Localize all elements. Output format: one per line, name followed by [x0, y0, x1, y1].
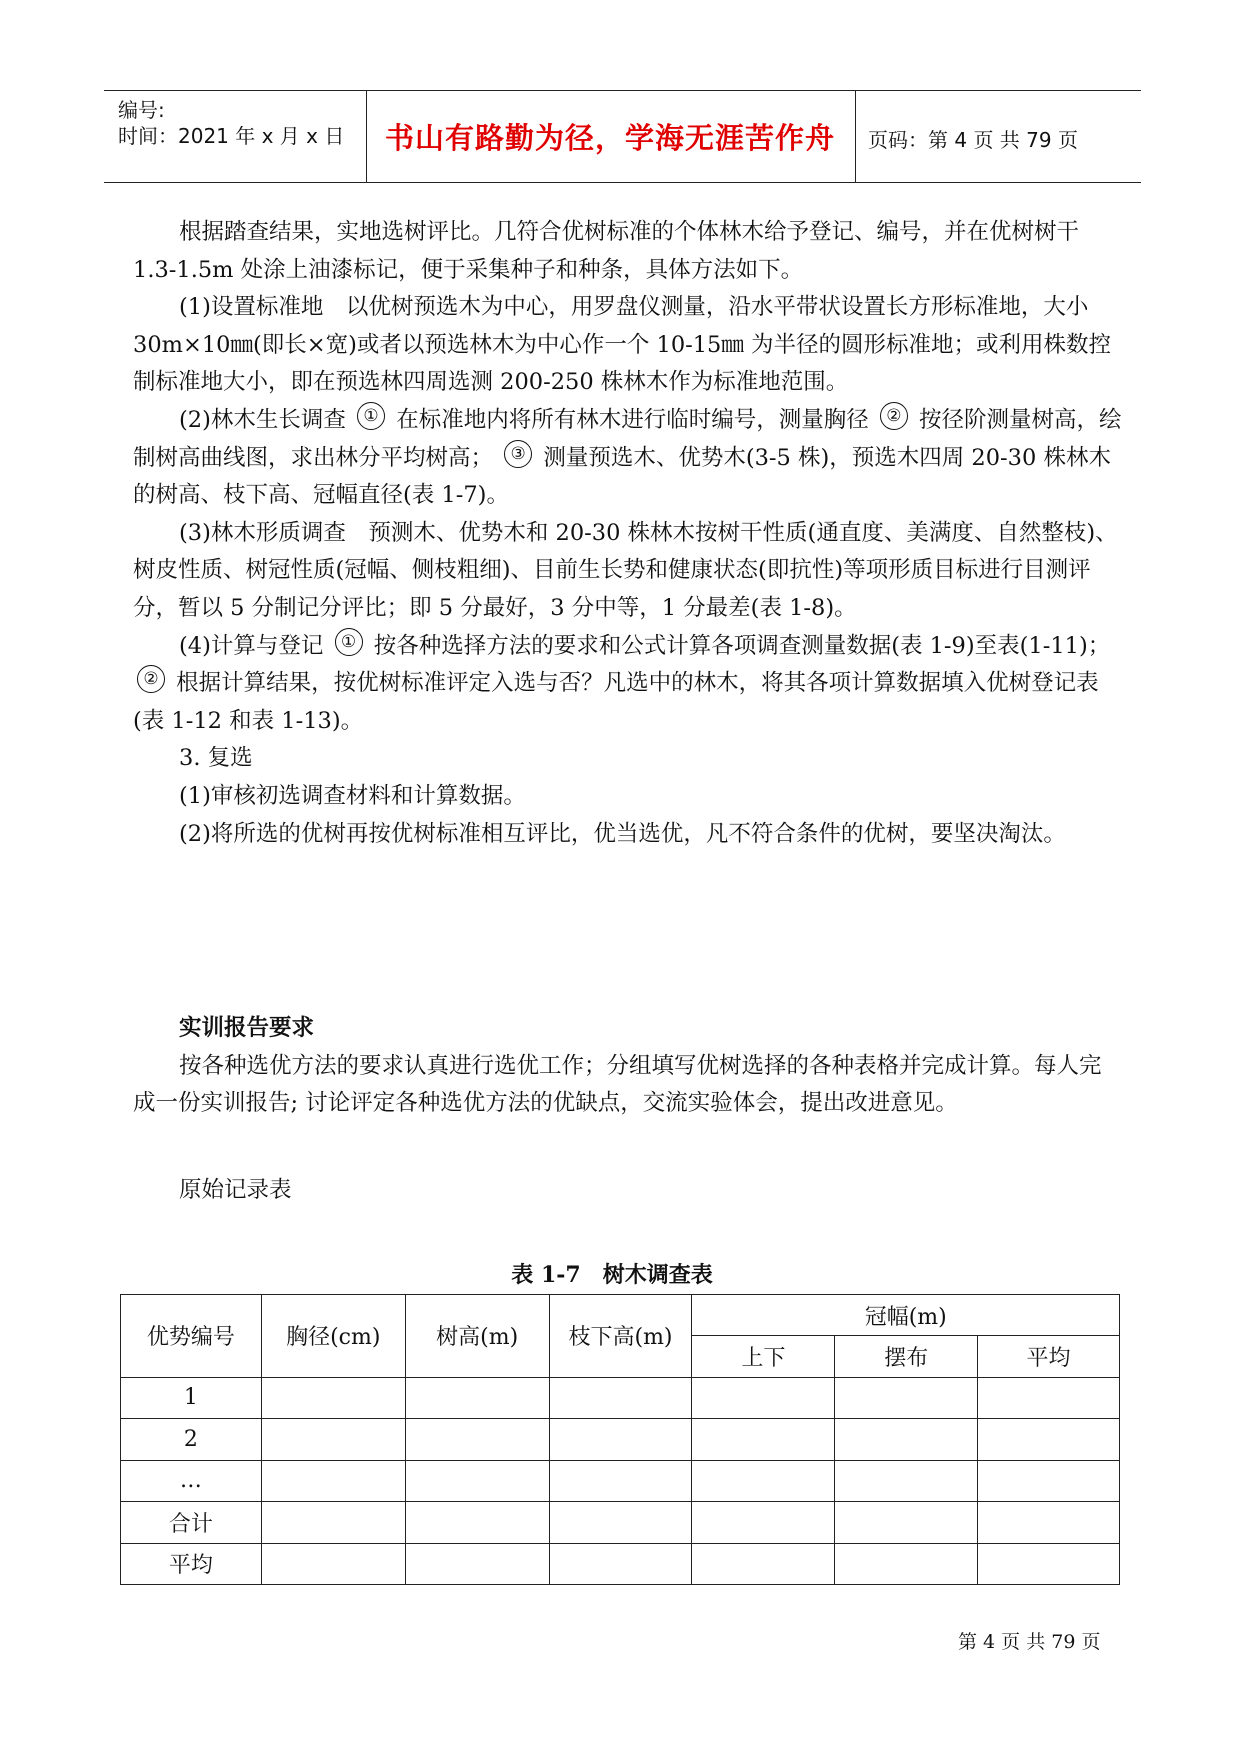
paragraph: 按各种选优方法的要求认真进行选优工作；分组填写优树选择的各种表格并完成计算。每人完成一份实训报告; 讨论评定各种选优方法的优缺点，交流实验体会，提出改进意见。 [133, 1052, 1102, 1117]
header-cell-id: 优势编号 [121, 1295, 262, 1378]
header-cell-crown-ns: 上下 [692, 1336, 835, 1378]
table-cell[interactable] [549, 1502, 692, 1544]
paragraph-part: 测量预选木、优势木(3-5 株)，预选木四周 20-30 株林木的树高、枝下高、冠幅直径(表 1-7)。 [133, 444, 1111, 509]
table-cell[interactable] [835, 1419, 978, 1461]
table-cell[interactable] [835, 1377, 978, 1419]
table-row [121, 1543, 1120, 1585]
header-cell-dbh: 胸径(cm) [261, 1295, 405, 1378]
table-row [121, 1460, 1120, 1502]
paragraph: (1)审核初选调查材料和计算数据。 [179, 782, 526, 809]
table-cell[interactable] [405, 1502, 549, 1544]
circled-number: ① [335, 628, 363, 656]
row-label: … [121, 1460, 262, 1502]
row-label: 1 [121, 1377, 262, 1419]
header-cell-crown-ew: 摆布 [835, 1336, 978, 1378]
paragraph: 原始记录表 [179, 1177, 292, 1203]
tree-survey-table [120, 1294, 1120, 1585]
paragraph: (3)林木形质调查 预测木、优势木和 20-30 株林木按树干性质(通直度、美满度、自然整枝)、树皮性质、树冠性质(冠幅、侧枝粗细)、目前生长势和健康状态(即抗性)等项形质目标进行目测评分，暂以 5 分制记分评比；即 5 分最好，3 分中等，1 分最差(表 1-8)。 [133, 519, 1118, 621]
header-motto: 书山有路勤为径，学海无涯苦作舟 [384, 121, 835, 155]
table-row [121, 1377, 1120, 1419]
paragraph: 3. 复选 [179, 745, 253, 772]
row-label: 平均 [121, 1543, 262, 1585]
table-header-row [121, 1295, 1120, 1336]
table-cell[interactable] [261, 1502, 405, 1544]
paragraph-part: 按各种选择方法的要求和公式计算各项调查测量数据(表 1-9)至表(1-11)； [373, 632, 1111, 659]
circled-number: ② [880, 402, 908, 430]
header-bottom-rule [104, 182, 1141, 183]
paragraph-part: 按径阶测量树高，绘制树高曲线图，求出林分平均树高； [133, 406, 1122, 471]
circled-number: ① [357, 402, 385, 430]
records-heading [133, 1172, 1123, 1210]
paragraph: (2)将所选的优树再按优树标准相互评比，优当选优，凡不符合条件的优树，要坚决淘汰。 [179, 820, 1066, 847]
circled-number: ③ [504, 440, 532, 468]
row-label: 2 [121, 1419, 262, 1461]
header-cell-crown-avg: 平均 [978, 1336, 1120, 1378]
paragraph-part: 在标准地内将所有林木进行临时编号，测量胸径 [396, 406, 869, 433]
table-cell[interactable] [978, 1419, 1120, 1461]
header-cell-branch-height: 枝下高(m) [549, 1295, 692, 1378]
section-title: 实训报告要求 [179, 1015, 315, 1041]
table-cell[interactable] [978, 1460, 1120, 1502]
table-cell[interactable] [261, 1460, 405, 1502]
header-cell-crown: 冠幅(m) [692, 1295, 1120, 1336]
table-cell[interactable] [692, 1419, 835, 1461]
table-cell[interactable] [405, 1377, 549, 1419]
table-cell[interactable] [549, 1419, 692, 1461]
table-cell[interactable] [549, 1460, 692, 1502]
table-cell[interactable] [261, 1419, 405, 1461]
table-cell[interactable] [405, 1543, 549, 1585]
table-caption: 表 1-7 树木调查表 [511, 1262, 713, 1288]
row-label: 合计 [121, 1502, 262, 1544]
table-cell[interactable] [978, 1502, 1120, 1544]
report-section [133, 1010, 1123, 1123]
paragraph [133, 628, 1123, 741]
table-row [121, 1502, 1120, 1544]
table-cell[interactable] [405, 1419, 549, 1461]
doc-number-label: 编号: [118, 98, 165, 122]
table-row [121, 1419, 1120, 1461]
paragraph [133, 402, 1123, 515]
table-cell[interactable] [261, 1377, 405, 1419]
header-cell-height: 树高(m) [405, 1295, 549, 1378]
circled-number: ② [137, 665, 165, 693]
table-cell[interactable] [978, 1543, 1120, 1585]
table-cell[interactable] [405, 1460, 549, 1502]
page-footer: 第 4 页 共 79 页 [958, 1631, 1101, 1653]
table-cell[interactable] [261, 1543, 405, 1585]
header-divider-right [855, 90, 856, 182]
table-cell[interactable] [692, 1543, 835, 1585]
doc-time-label: 时间：2021 年 x 月 x 日 [118, 124, 345, 148]
table-cell[interactable] [978, 1377, 1120, 1419]
header-top-rule [104, 90, 1141, 91]
table-cell[interactable] [835, 1460, 978, 1502]
paragraph-part: (4)计算与登记 [179, 632, 324, 659]
table-cell[interactable] [692, 1460, 835, 1502]
header-page-label: 页码：第 4 页 共 79 页 [868, 128, 1078, 152]
table-cell[interactable] [549, 1543, 692, 1585]
table-cell[interactable] [692, 1377, 835, 1419]
body-text [133, 214, 1123, 853]
table-cell[interactable] [549, 1377, 692, 1419]
paragraph-part: (2)林木生长调查 [179, 406, 346, 433]
table-cell[interactable] [835, 1543, 978, 1585]
paragraph: 根据踏查结果，实地选树评比。几符合优树标准的个体林木给予登记、编号，并在优树树干 1.3-1.5m 处涂上油漆标记，便于采集种子和种条，具体方法如下。 [133, 219, 1080, 283]
header-divider-left [366, 90, 367, 182]
table-cell[interactable] [835, 1502, 978, 1544]
table-cell[interactable] [692, 1502, 835, 1544]
paragraph: (1)设置标准地 以优树预选木为中心，用罗盘仪测量，沿水平带状设置长方形标准地，大小 30m×10㎜(即长×宽)或者以预选林木为中心作一个 10-15㎜ 为半径的圆形标准地；或利用株数控制标准地大小，即在预选林四周选测 200-250 株林木作为标准地范围。 [133, 294, 1112, 396]
paragraph-part: 根据计算结果，按优树标准评定入选与否？凡选中的林木，将其各项计算数据填入优树登记表(表 1-12 和表 1-13)。 [133, 670, 1099, 734]
